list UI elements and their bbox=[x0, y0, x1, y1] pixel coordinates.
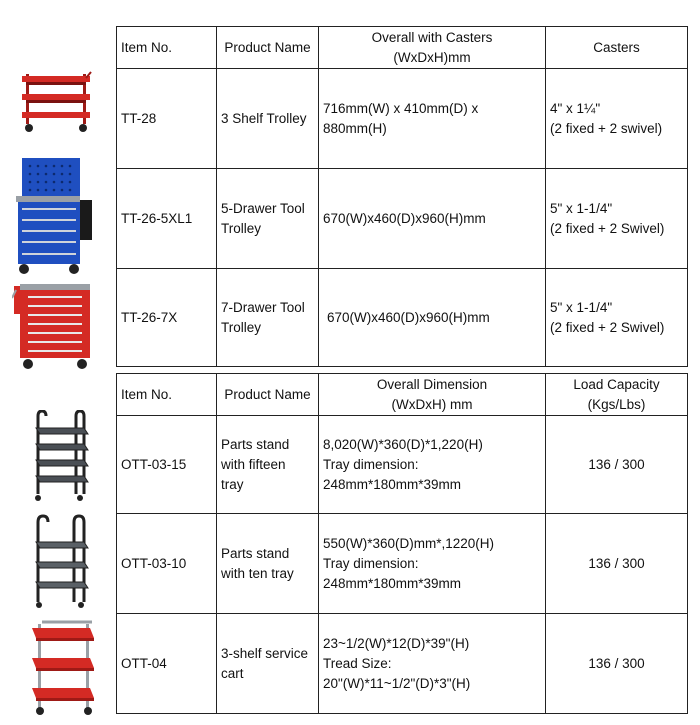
dimensions: 8,020(W)*360(D)*1,220(H) Tray dimension: 248mm*180mm*39mm bbox=[319, 416, 546, 514]
header-casters: Casters bbox=[546, 27, 688, 69]
product-name: 7-Drawer Tool Trolley bbox=[217, 269, 319, 367]
header-item-no: Item No. bbox=[117, 374, 217, 416]
load-capacity: 136 / 300 bbox=[546, 416, 688, 514]
table-row bbox=[117, 614, 688, 714]
load-capacity: 136 / 300 bbox=[546, 614, 688, 714]
dimensions: 716mm(W) x 410mm(D) x 880mm(H) bbox=[319, 69, 546, 169]
header-overall-dimension: Overall Dimension (WxDxH) mm bbox=[319, 374, 546, 416]
header-item-no: Item No. bbox=[117, 27, 217, 69]
product-name: 3 Shelf Trolley bbox=[217, 69, 319, 169]
item-no: TT-26-5XL1 bbox=[117, 169, 217, 269]
product-name: Parts stand with fifteen tray bbox=[217, 416, 319, 514]
product-name: 3-shelf service cart bbox=[217, 614, 319, 714]
photo-7-drawer-red-tool-trolley bbox=[12, 280, 96, 372]
item-no: OTT-03-10 bbox=[117, 514, 217, 614]
table-header-row bbox=[117, 27, 688, 69]
table-row bbox=[117, 269, 688, 367]
spec-table-casters bbox=[116, 26, 688, 367]
item-no: TT-26-7X bbox=[117, 269, 217, 367]
photo-5-drawer-blue-tool-trolley bbox=[12, 156, 98, 276]
photo-3-shelf-red-trolley bbox=[20, 70, 92, 134]
spec-table-load-capacity bbox=[116, 373, 688, 714]
casters: 5" x 1-1/4" (2 fixed + 2 Swivel) bbox=[546, 169, 688, 269]
header-load-capacity: Load Capacity (Kgs/Lbs) bbox=[546, 374, 688, 416]
header-product-name: Product Name bbox=[217, 374, 319, 416]
header-overall-with-casters: Overall with Casters (WxDxH)mm bbox=[319, 27, 546, 69]
dimensions: 23~1/2(W)*12(D)*39"(H) Tread Size: 20"(W)*11~1/2"(D)*3"(H) bbox=[319, 614, 546, 714]
table-row bbox=[117, 169, 688, 269]
dimensions: 670(W)x460(D)x960(H)mm bbox=[319, 169, 546, 269]
item-no: TT-28 bbox=[117, 69, 217, 169]
table-header-row bbox=[117, 374, 688, 416]
table-row bbox=[117, 514, 688, 614]
casters: 5" x 1-1/4" (2 fixed + 2 Swivel) bbox=[546, 269, 688, 367]
header-product-name: Product Name bbox=[217, 27, 319, 69]
photo-15-tray-parts-stand bbox=[28, 410, 92, 502]
item-no: OTT-04 bbox=[117, 614, 217, 714]
product-name: 5-Drawer Tool Trolley bbox=[217, 169, 319, 269]
item-no: OTT-03-15 bbox=[117, 416, 217, 514]
table-row bbox=[117, 69, 688, 169]
photo-3-shelf-red-service-cart bbox=[28, 616, 98, 716]
dimensions: 670(W)x460(D)x960(H)mm bbox=[319, 269, 546, 367]
load-capacity: 136 / 300 bbox=[546, 514, 688, 614]
product-name: Parts stand with ten tray bbox=[217, 514, 319, 614]
dimensions: 550(W)*360(D)mm*,1220(H) Tray dimension: 248mm*180mm*39mm bbox=[319, 514, 546, 614]
photo-10-tray-parts-stand bbox=[30, 514, 92, 610]
casters: 4" x 1¼" (2 fixed + 2 swivel) bbox=[546, 69, 688, 169]
table-row bbox=[117, 416, 688, 514]
